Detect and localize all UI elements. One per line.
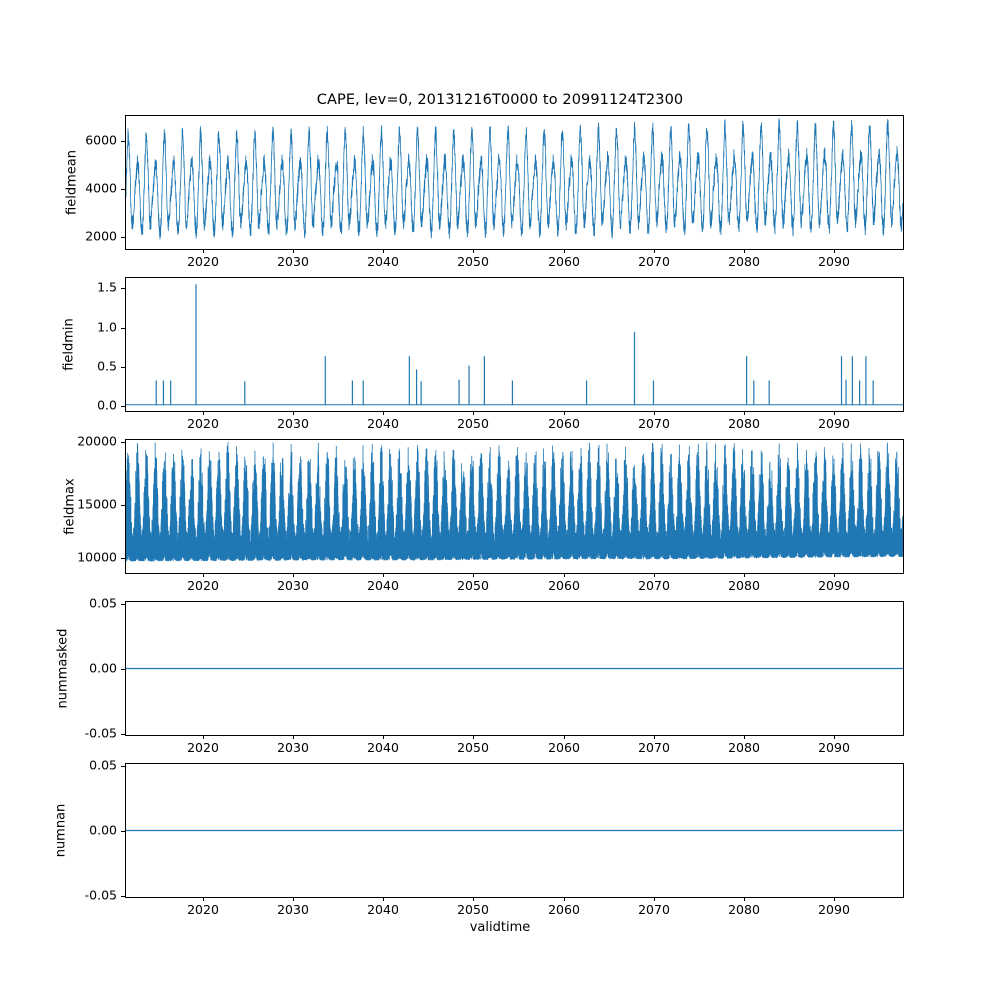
ytick-mark-p3-1 [121,669,125,670]
ytick-nummasked-2: -0.05 [84,725,117,741]
xtick-mark-p4-2 [383,897,384,901]
panel-fieldmin [125,277,904,412]
xtick-fieldmax-6: 2080 [728,578,760,593]
xtick-nummasked-1: 2030 [277,740,309,755]
xtick-mark-p2-0 [203,573,204,577]
xtick-fieldmax-0: 2020 [187,578,219,593]
xtick-mark-p3-7 [834,735,835,739]
xtick-nummasked-2: 2040 [367,740,399,755]
xtick-mark-p1-0 [203,411,204,415]
xtick-mark-p2-5 [654,573,655,577]
ytick-fieldmean-2: 2000 [85,228,117,244]
plot-area-fieldmean [126,116,903,249]
ytick-numnan-0: 0.05 [89,757,117,773]
series-numnan [126,764,903,897]
xtick-mark-p4-4 [564,897,565,901]
xtick-fieldmax-4: 2060 [548,578,580,593]
ytick-numnan-2: -0.05 [84,887,117,903]
xtick-mark-p1-2 [383,411,384,415]
ytick-mark-p1-0 [121,288,125,289]
xtick-mark-p4-7 [834,897,835,901]
xtick-nummasked-6: 2080 [728,740,760,755]
xtick-numnan-2: 2040 [367,902,399,917]
panel-fieldmean [125,115,904,250]
ylabel-fieldmean: fieldmean [64,150,80,215]
xtick-fieldmax-2: 2040 [367,578,399,593]
xtick-mark-p3-1 [293,735,294,739]
plot-area-numnan [126,764,903,897]
xtick-numnan-0: 2020 [187,902,219,917]
xtick-fieldmin-6: 2080 [728,416,760,431]
xtick-fieldmin-1: 2030 [277,416,309,431]
xtick-mark-p1-6 [744,411,745,415]
xtick-nummasked-7: 2090 [818,740,850,755]
xtick-numnan-6: 2080 [728,902,760,917]
xtick-fieldmin-0: 2020 [187,416,219,431]
xtick-mark-p2-4 [564,573,565,577]
xtick-mark-p0-5 [654,249,655,253]
ytick-mark-p4-1 [121,831,125,832]
panel-numnan [125,763,904,898]
xtick-nummasked-0: 2020 [187,740,219,755]
xtick-fieldmax-7: 2090 [818,578,850,593]
xlabel-validtime: validtime [469,920,531,935]
xtick-fieldmean-4: 2060 [548,254,580,269]
xtick-mark-p0-7 [834,249,835,253]
ytick-mark-p3-2 [121,734,125,735]
figure-title: CAPE, lev=0, 20131216T0000 to 20991124T2300 [316,92,684,108]
xtick-mark-p0-3 [473,249,474,253]
xtick-mark-p3-2 [383,735,384,739]
xtick-mark-p0-6 [744,249,745,253]
ytick-mark-p1-2 [121,367,125,368]
ytick-fieldmean-1: 4000 [85,180,117,196]
xtick-mark-p0-2 [383,249,384,253]
xtick-mark-p1-7 [834,411,835,415]
xtick-fieldmin-5: 2070 [638,416,670,431]
xtick-mark-p3-0 [203,735,204,739]
ytick-mark-p2-1 [121,505,125,506]
xtick-fieldmean-5: 2070 [638,254,670,269]
xtick-mark-p0-1 [293,249,294,253]
ytick-fieldmin-2: 0.5 [97,358,117,374]
ytick-mark-p4-2 [121,896,125,897]
ylabel-nummasked: nummasked [55,628,71,709]
xtick-mark-p2-3 [473,573,474,577]
xtick-mark-p4-5 [654,897,655,901]
ytick-fieldmin-0: 1.5 [97,279,117,295]
xtick-fieldmin-2: 2040 [367,416,399,431]
plot-area-nummasked [126,602,903,735]
xtick-nummasked-4: 2060 [548,740,580,755]
ytick-mark-p0-1 [121,189,125,190]
ytick-mark-p0-0 [121,141,125,142]
xtick-mark-p4-6 [744,897,745,901]
xtick-mark-p2-2 [383,573,384,577]
xtick-mark-p3-4 [564,735,565,739]
xtick-fieldmax-5: 2070 [638,578,670,593]
series-fieldmean [126,116,903,249]
ytick-fieldmean-0: 6000 [85,132,117,148]
ytick-mark-p4-0 [121,766,125,767]
xtick-fieldmax-1: 2030 [277,578,309,593]
ytick-fieldmin-3: 0.0 [97,397,117,413]
ytick-mark-p1-1 [121,328,125,329]
xtick-mark-p0-4 [564,249,565,253]
xtick-mark-p1-4 [564,411,565,415]
xtick-fieldmean-6: 2080 [728,254,760,269]
xtick-fieldmean-7: 2090 [818,254,850,269]
xtick-mark-p3-3 [473,735,474,739]
series-fieldmin [126,278,903,411]
xtick-mark-p2-7 [834,573,835,577]
ytick-fieldmax-0: 20000 [77,433,117,449]
xtick-numnan-4: 2060 [548,902,580,917]
xtick-numnan-3: 2050 [457,902,489,917]
xtick-mark-p4-1 [293,897,294,901]
plot-area-fieldmax [126,440,903,573]
xtick-fieldmean-2: 2040 [367,254,399,269]
xtick-mark-p4-0 [203,897,204,901]
ylabel-numnan: numnan [53,803,69,858]
xtick-mark-p1-5 [654,411,655,415]
xtick-fieldmax-3: 2050 [457,578,489,593]
xtick-nummasked-3: 2050 [457,740,489,755]
ytick-nummasked-1: 0.00 [89,660,117,676]
ytick-nummasked-0: 0.05 [89,595,117,611]
xtick-fieldmean-3: 2050 [457,254,489,269]
series-fieldmax [126,440,903,573]
xtick-fieldmin-7: 2090 [818,416,850,431]
xtick-numnan-7: 2090 [818,902,850,917]
ytick-mark-p2-2 [121,558,125,559]
xtick-fieldmin-4: 2060 [548,416,580,431]
ytick-fieldmin-1: 1.0 [97,319,117,335]
xtick-mark-p0-0 [203,249,204,253]
ylabel-fieldmax: fieldmax [62,478,78,535]
series-nummasked [126,602,903,735]
ylabel-fieldmin: fieldmin [61,318,77,371]
xtick-fieldmin-3: 2050 [457,416,489,431]
xtick-numnan-1: 2030 [277,902,309,917]
panel-nummasked [125,601,904,736]
xtick-mark-p4-3 [473,897,474,901]
ytick-mark-p3-0 [121,604,125,605]
ytick-fieldmax-2: 10000 [77,549,117,565]
xtick-mark-p3-6 [744,735,745,739]
xtick-fieldmean-0: 2020 [187,254,219,269]
xtick-mark-p1-1 [293,411,294,415]
xtick-nummasked-5: 2070 [638,740,670,755]
ytick-numnan-1: 0.00 [89,822,117,838]
ytick-mark-p0-2 [121,237,125,238]
xtick-mark-p2-6 [744,573,745,577]
xtick-numnan-5: 2070 [638,902,670,917]
ytick-fieldmax-1: 15000 [77,496,117,512]
panel-fieldmax [125,439,904,574]
plot-area-fieldmin [126,278,903,411]
xtick-mark-p3-5 [654,735,655,739]
xtick-mark-p2-1 [293,573,294,577]
xtick-fieldmean-1: 2030 [277,254,309,269]
ytick-mark-p1-3 [121,406,125,407]
ytick-mark-p2-0 [121,442,125,443]
xtick-mark-p1-3 [473,411,474,415]
